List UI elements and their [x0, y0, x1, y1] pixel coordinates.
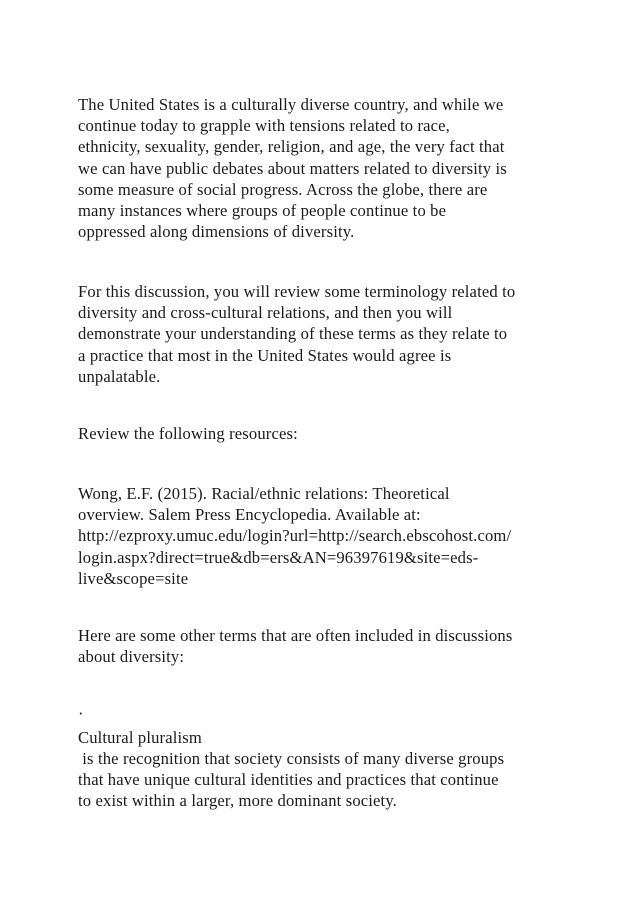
intro-paragraph: The United States is a culturally diverse country, and while we continue today to grapple with tensions related to race, ethnicity, sexuality, gender, religion, and age, the very fact that we can have public debates about matters related to diversity is some measure of social progress. Across the globe, there are many instances where groups of people continue to be oppressed along dimensions of diversity.	[78, 95, 507, 242]
discussion-paragraph: For this discussion, you will review some terminology related to diversity and cross-cultural relations, and then you will demonstrate your understanding of these terms as they relate to a practice that most in the United States would agree is unpalatable.	[78, 282, 516, 386]
terms-intro-paragraph: Here are some other terms that are often included in discussions about diversity:	[78, 626, 513, 667]
reference-citation: Wong, E.F. (2015). Racial/ethnic relations: Theoretical overview. Salem Press Encyclopedia. Available at: http://ezproxy.umuc.edu/login?url=http://search.ebscohost.com/ login.aspx?direct=true&db=ers&AN=96397619&site=eds- live&scope=site	[78, 484, 512, 588]
bullet-marker: ·	[78, 704, 84, 723]
term-definition: is the recognition that society consists of many diverse groups that have unique cultural identities and practices that continue to exist within a larger, more dominant society.	[78, 749, 505, 811]
term-title: Cultural pluralism	[78, 728, 202, 747]
resources-heading: Review the following resources:	[78, 424, 298, 443]
